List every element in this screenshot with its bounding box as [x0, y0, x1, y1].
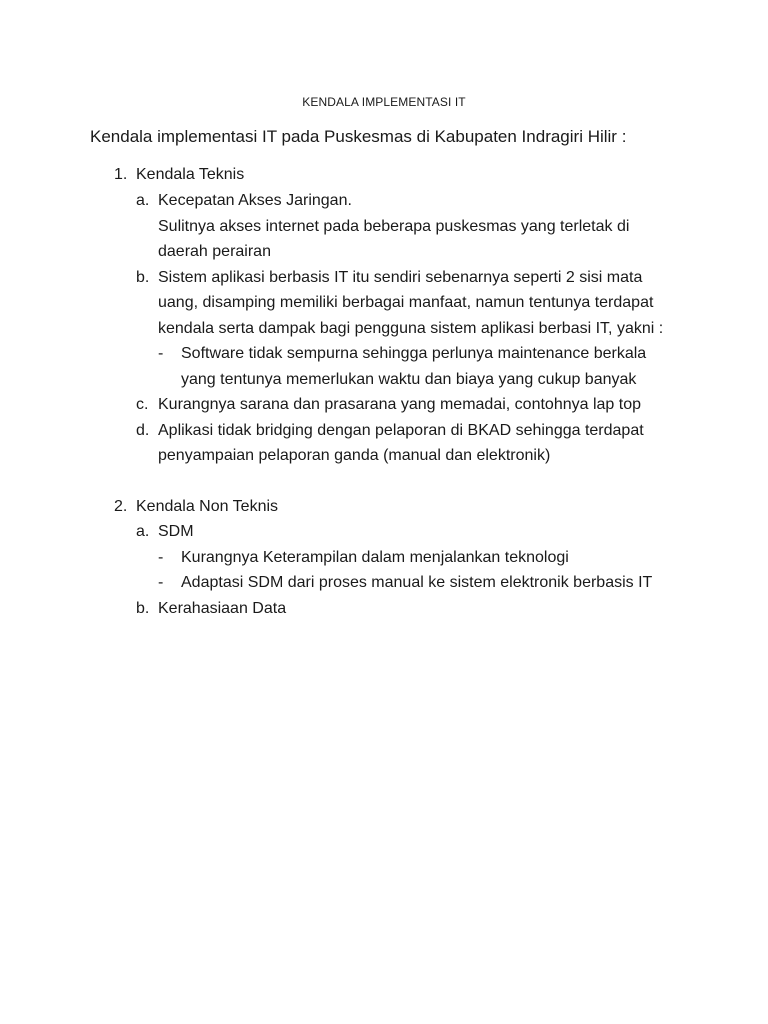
item-text: Kecepatan Akses Jaringan. [158, 192, 352, 209]
section-number: 2. [114, 498, 128, 515]
section-heading: Kendala Non Teknis [136, 498, 279, 515]
section-number: 1. [114, 166, 128, 183]
bullet-marker: - [158, 345, 164, 362]
section-heading: Kendala Teknis [136, 166, 245, 183]
item-marker: c. [136, 396, 149, 413]
item-text: Sulitnya akses internet pada beberapa puskesmas yang terletak di [158, 218, 630, 235]
item-marker: d. [136, 422, 150, 439]
bullet-text: Adaptasi SDM dari proses manual ke sistem elektronik berbasis IT [181, 574, 653, 591]
item-text: kendala serta dampak bagi pengguna sistem aplikasi berbasi IT, yakni : [158, 320, 664, 337]
item-text: Aplikasi tidak bridging dengan pelaporan di BKAD sehingga terdapat [158, 422, 644, 439]
item-text: daerah perairan [158, 243, 271, 260]
item-text: Sistem aplikasi berbasis IT itu sendiri sebenarnya seperti 2 sisi mata [158, 269, 643, 286]
item-marker: a. [136, 192, 150, 209]
bullet-marker: - [158, 549, 164, 566]
item-marker: a. [136, 523, 150, 540]
item-text: penyampaian pelaporan ganda (manual dan elektronik) [158, 447, 551, 464]
item-text: Kurangnya sarana dan prasarana yang memadai, contohnya lap top [158, 396, 641, 413]
item-text: uang, disamping memiliki berbagai manfaat, namun tentunya terdapat [158, 294, 654, 311]
item-marker: b. [136, 600, 150, 617]
item-marker: b. [136, 269, 150, 286]
document-title: KENDALA IMPLEMENTASI IT [302, 95, 466, 109]
intro-paragraph: Kendala implementasi IT pada Puskesmas di Kabupaten Indragiri Hilir : [90, 127, 627, 146]
bullet-text: Kurangnya Keterampilan dalam menjalankan teknologi [181, 549, 569, 566]
bullet-marker: - [158, 574, 164, 591]
bullet-text: Software tidak sempurna sehingga perlunya maintenance berkala [181, 345, 647, 362]
bullet-text: yang tentunya memerlukan waktu dan biaya yang cukup banyak [181, 371, 637, 388]
item-text: Kerahasiaan Data [158, 600, 287, 617]
item-text: SDM [158, 523, 194, 540]
